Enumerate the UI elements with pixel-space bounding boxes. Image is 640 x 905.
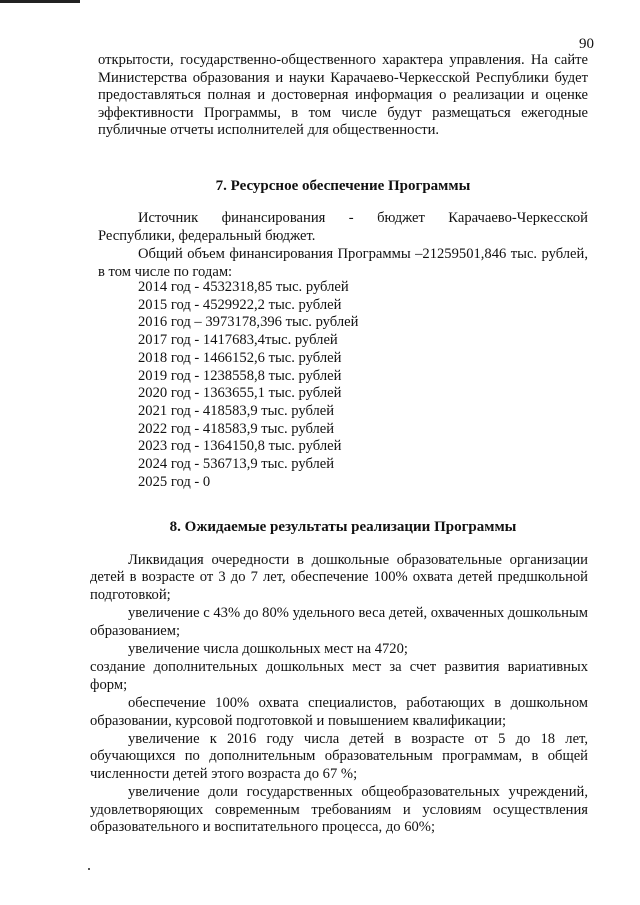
funding-year-item: 2024 год - 536713,9 тыс. рублей: [138, 456, 335, 473]
funding-year-item: 2020 год - 1363655,1 тыс. рублей: [138, 385, 342, 402]
result-item: увеличение к 2016 году числа детей в возрасте от 5 до 18 лет, обучающихся по дополнительным образовательным программам, в общей численности детей этого возраста до 67 %;: [90, 731, 588, 782]
funding-total: Общий объем финансирования Программы –21259501,846 тыс. рублей, в том числе по годам:: [98, 246, 588, 280]
funding-source: Источник финансирования - бюджет Карачаево-Черкесской Республики, федеральный бюджет.: [98, 210, 588, 244]
funding-year-item: 2021 год - 418583,9 тыс. рублей: [138, 402, 335, 419]
funding-year-item: 2025 год - 0: [138, 473, 211, 490]
result-item: создание дополнительных дошкольных мест за счет развития вариативных форм;: [90, 659, 588, 693]
scan-edge-mark: [0, 0, 80, 3]
result-item: обеспечение 100% охвата специалистов, работающих в дошкольном образовании, курсовой подготовкой и повышением квалификации;: [90, 695, 588, 729]
result-item: Ликвидация очередности в дошкольные образовательные организации детей в возрасте от 3 до 7 лет, обеспечение 100% охвата детей предшкольной подготовкой;: [90, 552, 588, 603]
funding-year-item: 2023 год - 1364150,8 тыс. рублей: [138, 438, 342, 455]
funding-year-item: 2014 год - 4532318,85 тыс. рублей: [138, 279, 349, 295]
scan-speck: [88, 868, 90, 870]
result-item: увеличение числа дошкольных мест на 4720;: [128, 641, 408, 658]
result-item: увеличение доли государственных общеобразовательных учреждений, удовлетворяющих современным требованиям и условиям осуществления образовательного и воспитательного процесса, до 60%;: [90, 784, 588, 836]
expected-results-list: [90, 552, 588, 838]
funding-by-year-list: [138, 279, 358, 491]
result-item: увеличение с 43% до 80% удельного веса детей, охваченных дошкольным образованием;: [90, 605, 588, 639]
funding-year-item: 2022 год - 418583,9 тыс. рублей: [138, 420, 335, 437]
section-7-title: 7. Ресурсное обеспечение Программы: [215, 178, 471, 194]
funding-year-item: 2016 год – 3973178,396 тыс. рублей: [138, 314, 359, 331]
funding-year-item: 2019 год - 1238558,8 тыс. рублей: [138, 367, 342, 384]
funding-year-item: 2015 год - 4529922,2 тыс. рублей: [138, 296, 342, 313]
intro-paragraph: открытости, государственно-общественного характера управления. На сайте Министерства образования и науки Карачаево-Черкесской Республики будет предоставляться полная и достоверная информация о реализации и оценке эффективности Программы, в том числе будут размещаться ежегодные публичные отчеты исполнителей для общественности.: [98, 52, 588, 139]
funding-year-item: 2018 год - 1466152,6 тыс. рублей: [138, 349, 342, 366]
page-number: 90: [579, 36, 594, 52]
section-8-title: 8. Ожидаемые результаты реализации Программы: [169, 519, 517, 535]
funding-year-item: 2017 год - 1417683,4тыс. рублей: [138, 332, 338, 349]
